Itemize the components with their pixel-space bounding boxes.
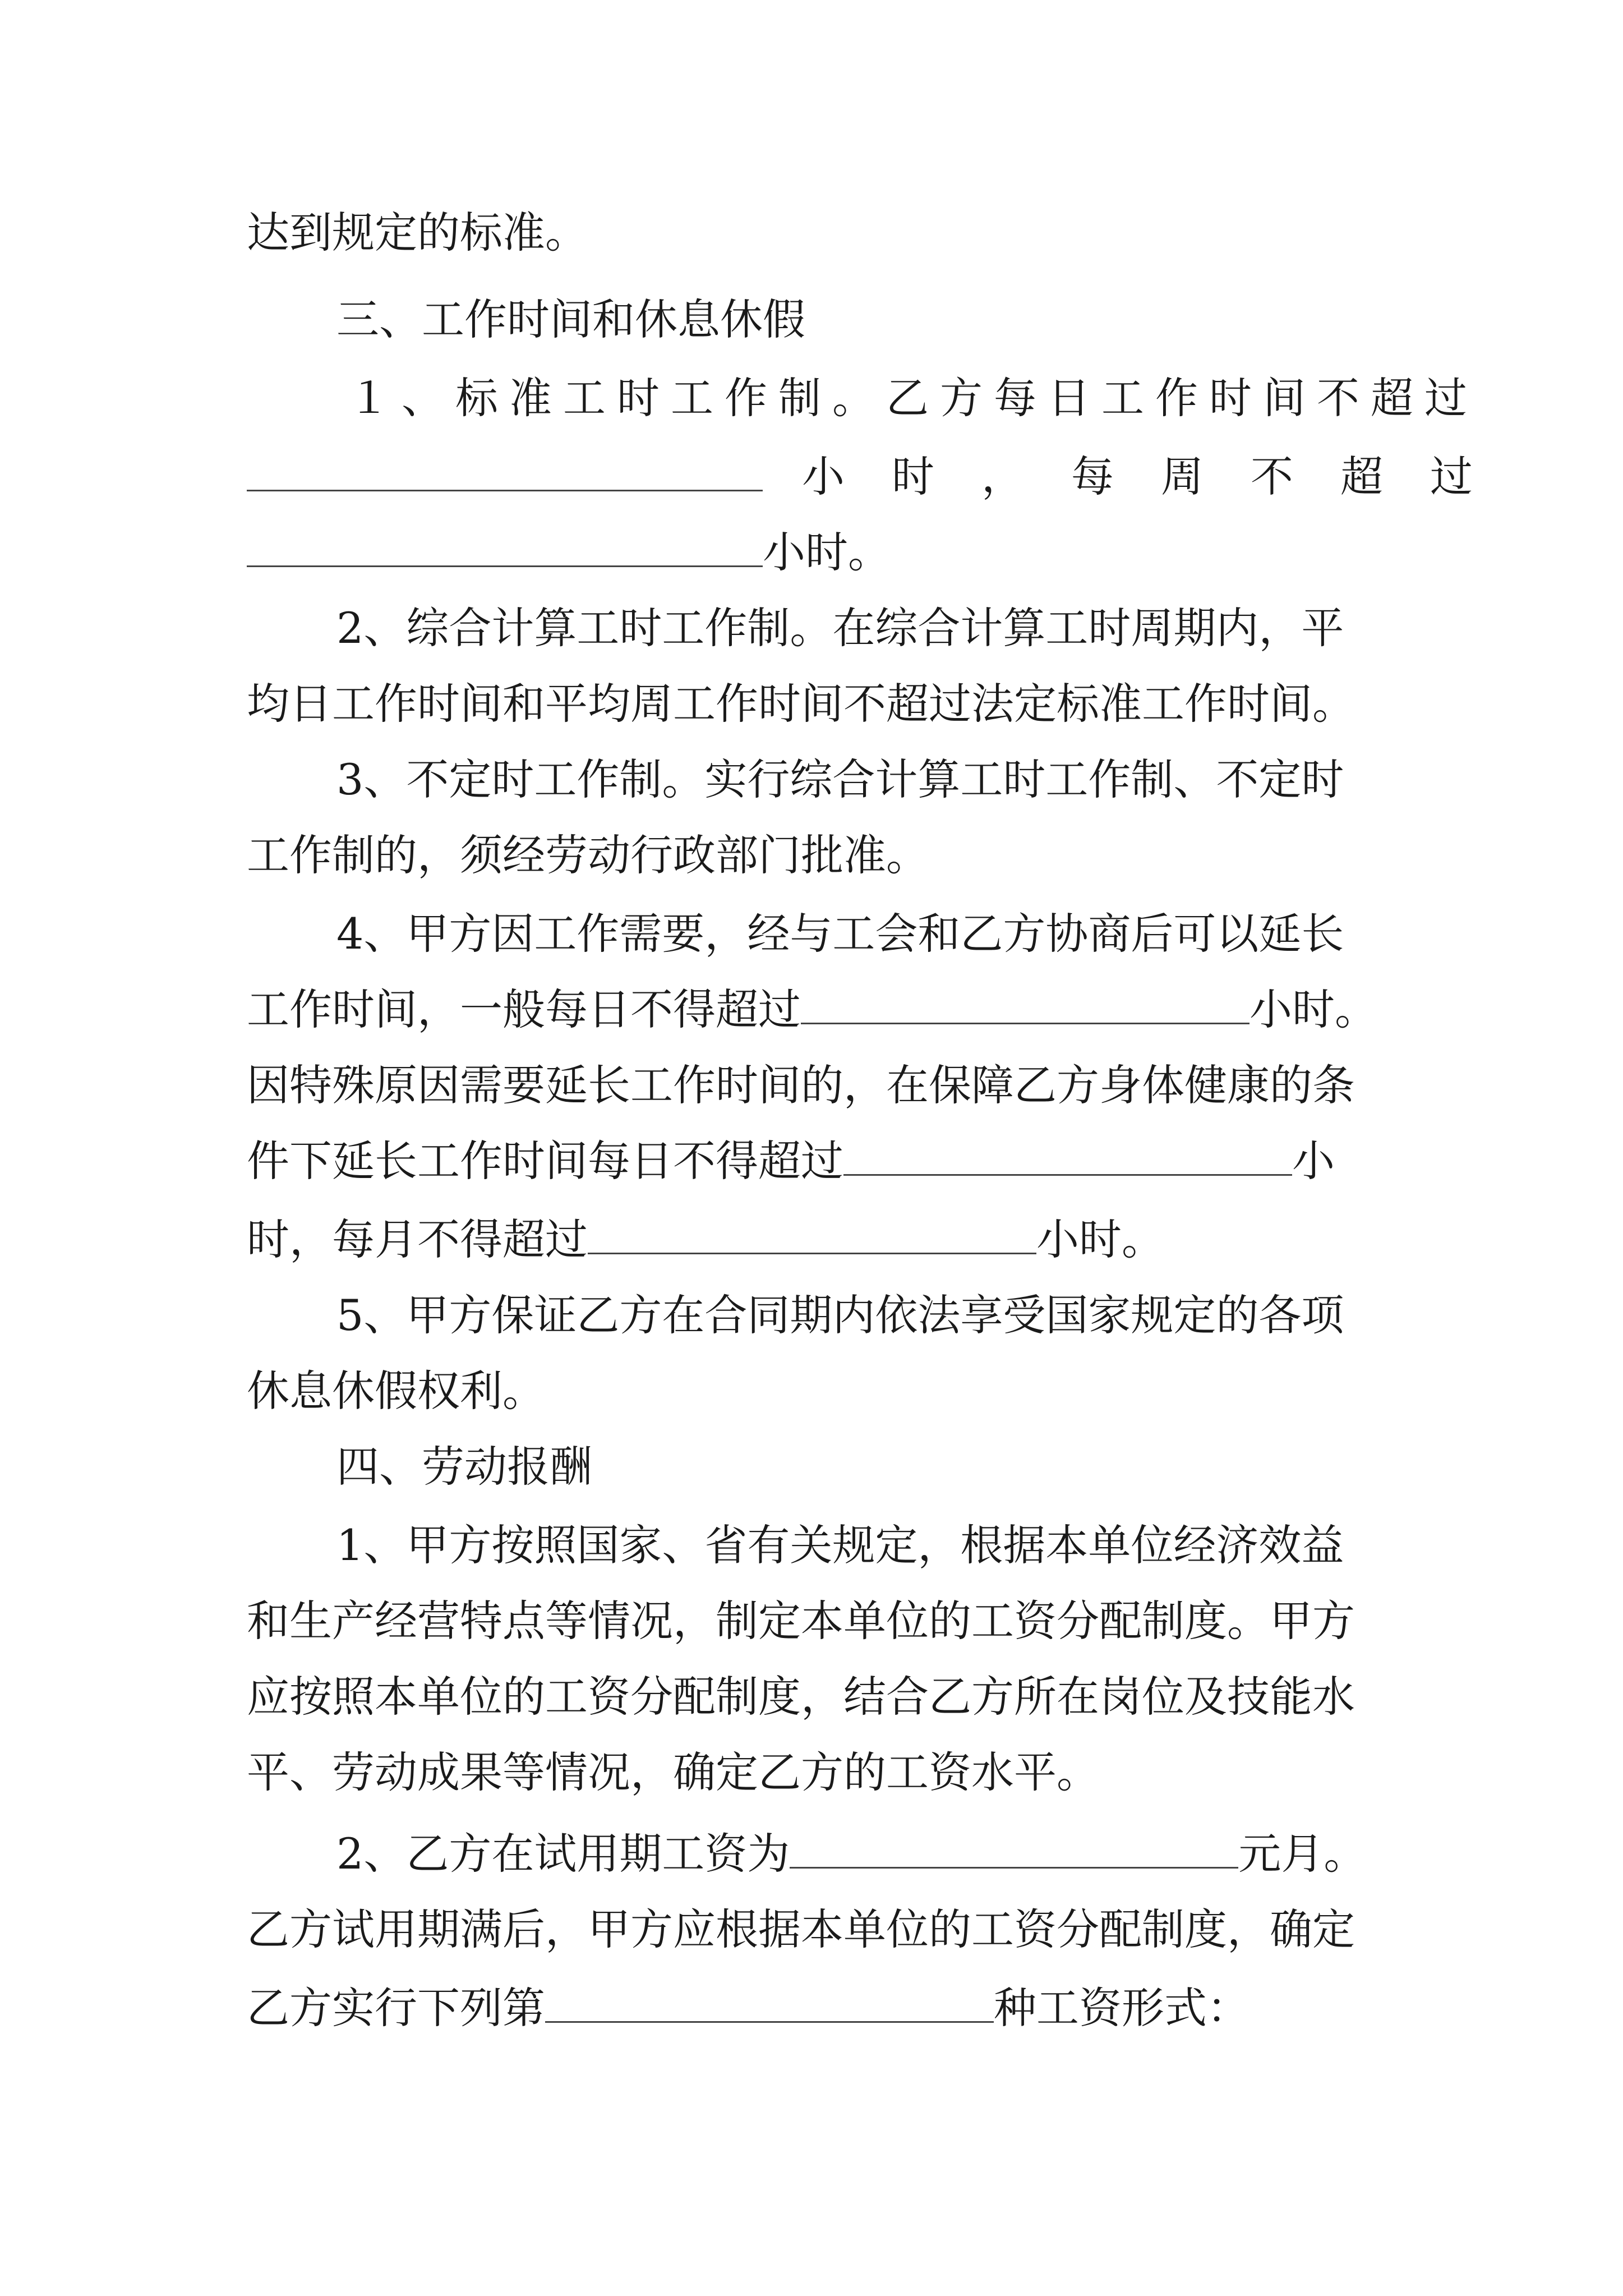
text-line (247, 979, 1377, 1041)
text-line: 达到规定的标准。 (247, 208, 588, 257)
text-line: 5、甲方保证乙方在合同期内依法享受国家规定的各项 (336, 1290, 1344, 1340)
text-fragment: 小时。 (1249, 984, 1377, 1034)
blank-field (843, 1137, 1292, 1176)
section-heading: 四、劳动报酬 (336, 1442, 592, 1492)
text-line (336, 1823, 1366, 1885)
text-line: 工作制的，须经劳动行政部门批准。 (247, 830, 929, 880)
text-fragment: 工作时间，一般每日不得超过 (247, 984, 801, 1034)
text-line: 2、综合计算工时工作制。在综合计算工时周期内，平 (336, 603, 1344, 653)
text-line: 均日工作时间和平均周工作时间不超过法定标准工作时间。 (247, 679, 1355, 729)
text-fragment: 乙方实行下列第 (247, 1983, 545, 2033)
text-line: 和生产经营特点等情况，制定本单位的工资分配制度。甲方 (247, 1596, 1355, 1646)
text-fragment: 种工资形式： (994, 1983, 1249, 2033)
blank-field (247, 528, 763, 567)
text-fragment: 小 (1292, 1136, 1335, 1186)
section-heading: 三、工作时间和休息休假 (336, 295, 805, 344)
text-fragment: 小时，每周不超过 (802, 452, 1520, 501)
text-fragment: 元月。 (1238, 1829, 1367, 1879)
text-fragment: 小时。 (1036, 1214, 1164, 1264)
blank-field (801, 986, 1249, 1024)
text-line: 1、甲方按照国家、省有关规定，根据本单位经济效益 (336, 1520, 1344, 1570)
text-line: 3、不定时工作制。实行综合计算工时工作制、不定时 (336, 754, 1344, 804)
blank-field (588, 1216, 1036, 1254)
text-line (247, 1209, 1164, 1271)
blank-field (545, 1984, 994, 2023)
text-fragment: 2、乙方在试用期工资为 (336, 1829, 790, 1879)
text-fragment: 小时。 (763, 527, 891, 577)
text-line: 应按照本单位的工资分配制度，结合乙方所在岗位及技能水 (247, 1672, 1355, 1722)
text-line: 平、劳动成果等情况，确定乙方的工资水平。 (247, 1747, 1099, 1797)
text-line: 4、甲方因工作需要，经与工会和乙方协商后可以延长 (336, 909, 1344, 959)
text-line: １、标准工时工作制。乙方每日工作时间不超过 (348, 373, 1478, 423)
text-line (247, 1130, 1335, 1192)
text-line (247, 1977, 1249, 2039)
text-line: 因特殊原因需要延长工作时间的，在保障乙方身体健康的条 (247, 1060, 1355, 1110)
blank-field (790, 1830, 1238, 1869)
text-fragment: 时，每月不得超过 (247, 1214, 588, 1264)
text-line: 乙方试用期满后，甲方应根据本单位的工资分配制度，确定 (247, 1904, 1355, 1954)
text-fragment: 件下延长工作时间每日不得超过 (247, 1136, 843, 1186)
text-line: 休息休假权利。 (247, 1366, 545, 1416)
text-line (247, 446, 1520, 508)
text-line (247, 522, 891, 583)
blank-field (247, 453, 763, 491)
